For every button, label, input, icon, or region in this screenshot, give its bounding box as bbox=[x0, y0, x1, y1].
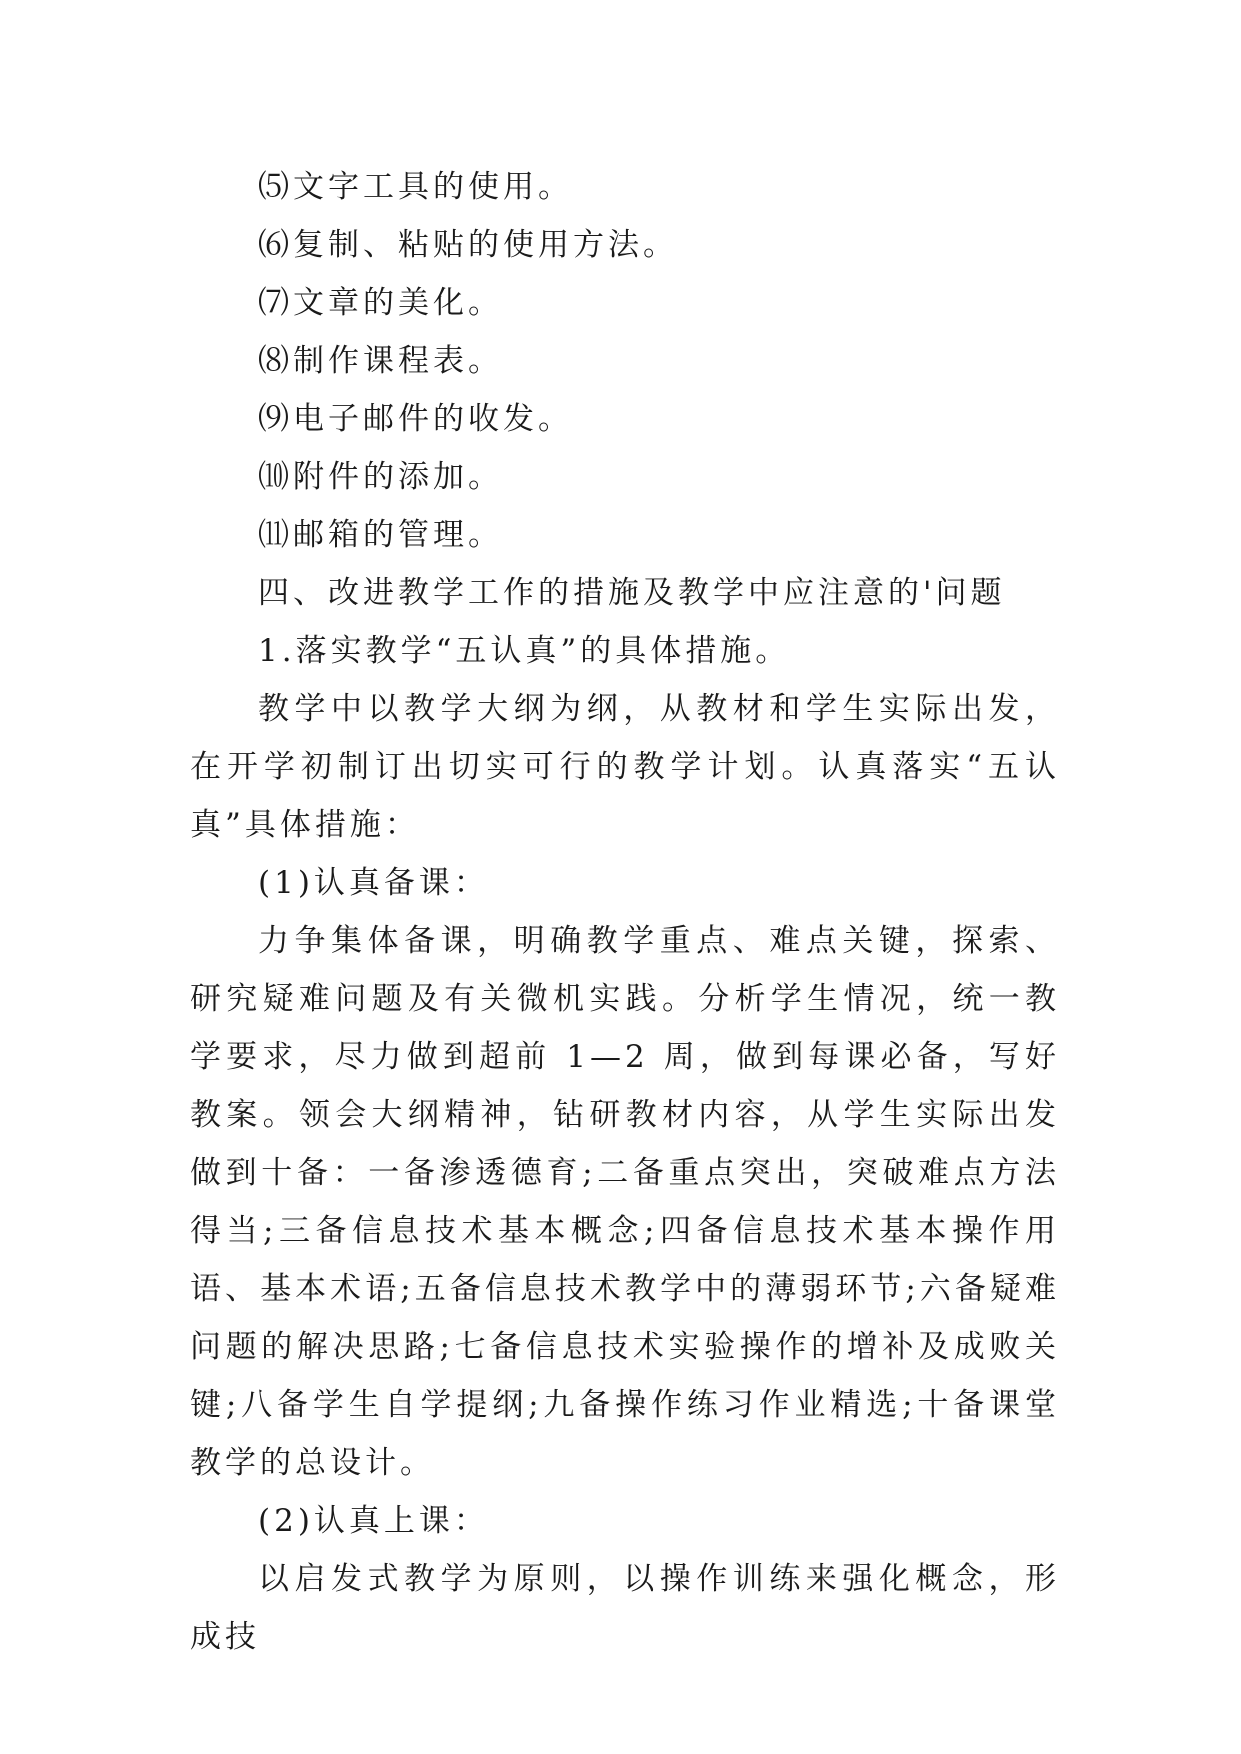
paragraph: 教学中以教学大纲为纲，从教材和学生实际出发，在开学初制订出切实可行的教学计划。认真落实“五认真”具体措施： bbox=[190, 691, 1060, 843]
section-heading: 四、改进教学工作的措施及教学中应注意的'问题 bbox=[258, 575, 1006, 611]
list-item: ⑼电子邮件的收发。 bbox=[258, 401, 573, 437]
document-page bbox=[190, 158, 1060, 1666]
list-item: ⑹复制、粘贴的使用方法。 bbox=[258, 227, 678, 263]
list-item: ⑸文字工具的使用。 bbox=[258, 169, 573, 205]
paragraph: 以启发式教学为原则，以操作训练来强化概念，形成技 bbox=[190, 1561, 1060, 1655]
list-item: ⑾邮箱的管理。 bbox=[258, 517, 503, 553]
list-item: ⑻制作课程表。 bbox=[258, 343, 503, 379]
item-title: (2)认真上课： bbox=[258, 1503, 489, 1539]
subheading: 1.落实教学“五认真”的具体措施。 bbox=[258, 633, 791, 669]
list-item: ⑽附件的添加。 bbox=[258, 459, 503, 495]
list-item: ⑺文章的美化。 bbox=[258, 285, 503, 321]
item-title: (1)认真备课： bbox=[258, 865, 489, 901]
paragraph: 力争集体备课，明确教学重点、难点关键，探索、研究疑难问题及有关微机实践。分析学生情况，统一教学要求，尽力做到超前 1—2 周，做到每课必备，写好教案。领会大纲精神，钻研教材内容，从学生实际出发做到十备：一备渗透德育;二备重点突出，突破难点方法得当;三备信息技术基本概念;四备信息技术基本操作用语、基本术语;五备信息技术教学中的薄弱环节;六备疑难问题的解决思路;七备信息技术实验操作的增补及成败关键;八备学生自学提纲;九备操作练习作业精选;十备课堂教学的总设计。 bbox=[190, 923, 1060, 1481]
